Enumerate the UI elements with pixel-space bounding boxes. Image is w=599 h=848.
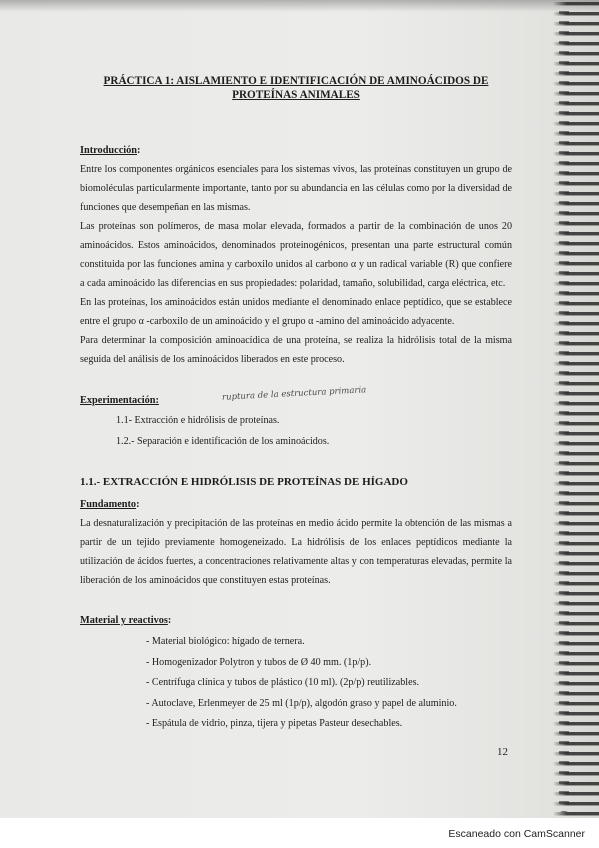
intro-heading-colon: : (137, 145, 141, 156)
fundamento-colon: : (136, 499, 140, 510)
material-item: - Centrífuga clínica y tubos de plástico (10 ml). (2p/p) reutilizables. (146, 677, 420, 688)
experimentacion-heading: Experimentación: (80, 395, 159, 406)
material-item: - Material biológico: hígado de ternera. (146, 636, 305, 647)
intro-heading: Introducción (80, 145, 138, 156)
title-line-1: PRÁCTICA 1: AISLAMIENTO E IDENTIFICACIÓN DE AMINOÁCIDOS DE (103, 75, 489, 87)
material-heading: Material y reactivos (80, 615, 168, 626)
experimentacion-item-1: 1.1- Extracción e hidrólisis de proteínas. (116, 415, 280, 426)
experimentacion-item-2: 1.2.- Separación e identificación de los aminoácidos. (116, 436, 330, 447)
fundamento-heading: Fundamento (80, 499, 137, 510)
document-title (80, 74, 512, 102)
intro-paragraph-2: Las proteínas son polímeros, de masa molar elevada, formados a partir de la combinación de unos 20 aminoácidos. Estos aminoácidos, denominados proteinogénicos, presentan una parte estructural común constituida por las funciones amina y carboxilo unidos al carbono α y un radical variable (R) que confiere a cada aminoácido las diferencias en sus propiedades: polaridad, tamaño, solubilidad, carga eléctrica, etc. (80, 221, 512, 289)
intro-paragraph-4: Para determinar la composición aminoacídica de una proteína, se realiza la hidrólisis total de la misma seguida del análisis de los aminoácidos liberados en este proceso. (80, 335, 512, 365)
material-item: - Autoclave, Erlenmeyer de 25 ml (1p/p), algodón graso y papel de aluminio. (146, 697, 457, 709)
section-1-1-heading: 1.1.- EXTRACCIÓN E HIDRÓLISIS DE PROTEÍNAS DE HÍGADO (80, 476, 408, 488)
materials-list (80, 632, 512, 735)
section-1-1 (80, 474, 512, 735)
page-shadow (0, 0, 599, 12)
material-heading-row (80, 612, 512, 630)
experimentacion-heading-row (80, 385, 512, 410)
spiral-binding (553, 0, 599, 818)
page-number: 12 (497, 746, 508, 758)
intro-section (80, 142, 512, 369)
intro-paragraph-1: Entre los componentes orgánicos esenciales para los sistemas vivos, las proteínas constituyen un grupo de biomoléculas particularmente importante, tanto por su abundancia en las células como por la diversidad de funciones que desempeñan en las mismas. (80, 164, 512, 213)
material-item: - Homogenizador Polytron y tubos de Ø 40 mm. (1p/p). (146, 656, 372, 668)
fundamento-text: La desnaturalización y precipitación de las proteínas en medio ácido permite la obtención de las mismas a partir de un tejido previamente homogeneizado. La hidrólisis de los enlaces peptídicos mediante la utilización de ácidos fuertes, a concentraciones relativamente altas y con temperaturas elevadas, permite la liberación de los aminoácidos que constituyen estas proteínas. (80, 518, 512, 586)
document-body (80, 74, 512, 735)
intro-paragraph-3: En las proteínas, los aminoácidos están unidos mediante el denominado enlace peptídico, que se establece entre el grupo α -carboxilo de un aminoácido y el grupo α -amino del aminoácido adyacente. (80, 297, 512, 327)
material-item: - Espátula de vidrio, pinza, tijera y pipetas Pasteur desechables. (146, 718, 403, 729)
fundamento-heading-row (80, 496, 512, 514)
scanner-watermark: Escaneado con CamScanner (448, 828, 585, 840)
title-line-2: PROTEÍNAS ANIMALES (232, 89, 360, 101)
intro-heading-row (80, 142, 512, 160)
experimentacion-section (80, 385, 512, 452)
material-colon: : (167, 615, 172, 626)
handwritten-annotation: ruptura de la estructura primaria (221, 385, 367, 403)
